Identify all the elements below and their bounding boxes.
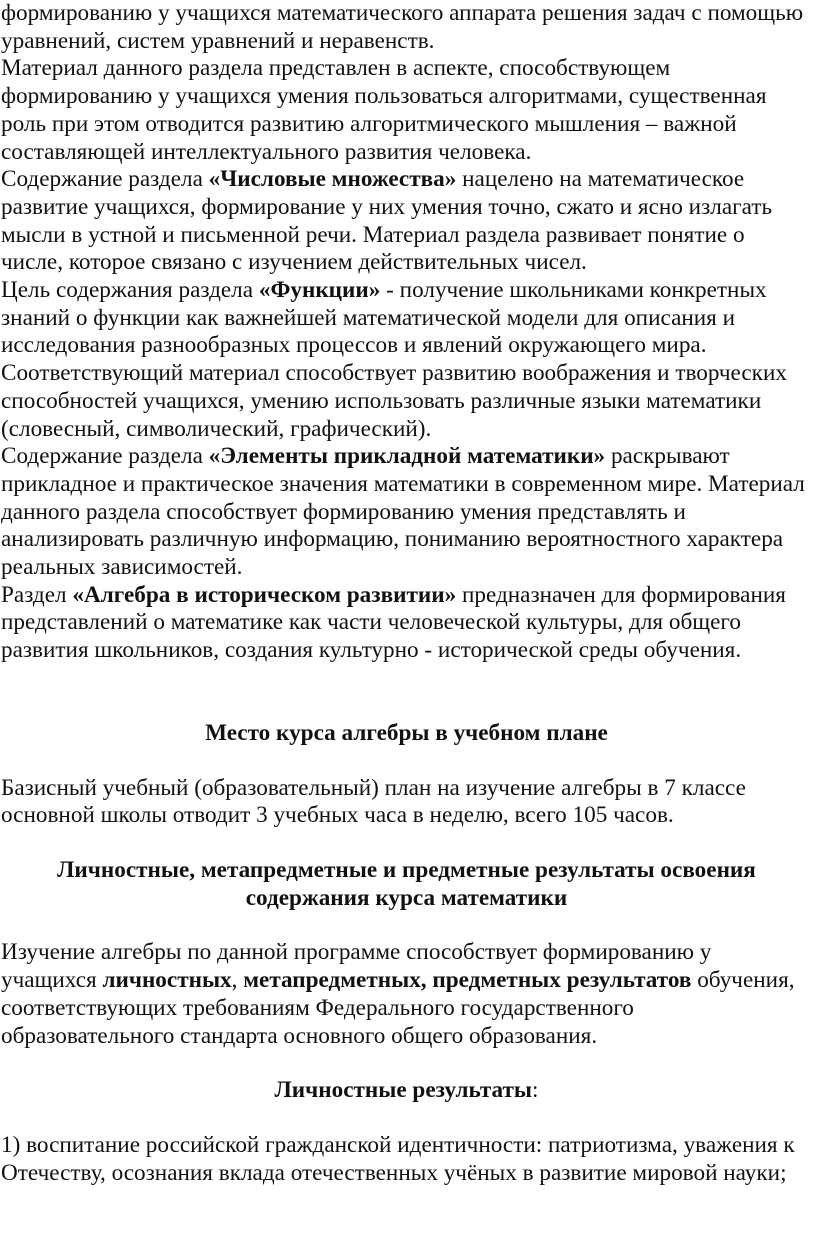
list-item-personal-1: 1) воспитание российской гражданской идентичности: патриотизма, уважения к Отечеству, осознания вклада отечественных учёных в развитие мировой науки; [1, 1131, 795, 1186]
paragraph-text: , [231, 967, 244, 994]
paragraph-history [1, 582, 812, 665]
paragraph-text: раскрывают прикладное и практическое значения математики в современном мире. Материал данного раздела способствует формированию умения представлять и анализировать различную информацию, пониманию вероятностного характера реальных зависимостей. [1, 443, 805, 581]
heading-colon: : [532, 1077, 539, 1104]
paragraph-text: предназначен для формирования представлений о математике как части человеческой культуры, для общего развития школьников, создания культурно - исторической среды обучения. [1, 581, 786, 664]
paragraph-text: Изучение алгебры по данной программе способствует формированию у учащихся [1, 939, 712, 994]
heading-course-place: Место курса алгебры в учебном плане [205, 719, 608, 746]
paragraph-equations: формированию у учащихся математического аппарата решения задач с помощью уравнений, систем уравнений и неравенств. [1, 0, 804, 54]
paragraph-text: Содержание раздела [1, 166, 209, 193]
paragraph-functions [1, 277, 812, 443]
paragraph-text: Цель содержания раздела [1, 277, 259, 304]
section-name-bold: «Алгебра в историческом развитии» [72, 581, 457, 608]
heading-personal-results-text: Личностные результаты [274, 1077, 533, 1104]
paragraph-results-intro [1, 939, 812, 1050]
heading-learning-results: Личностные, метапредметные и предметные результаты освоения содержания курса математики [57, 856, 756, 911]
paragraph-number-sets [1, 166, 812, 277]
paragraph-text: нацелено на математическое развитие учащихся, формирование у них умения точно, сжато и ясно излагать мысли в устной и письменной речи. Материал раздела развивает понятие о числе, которое связано с изучением действительных чисел. [1, 166, 773, 276]
paragraph-text: Содержание раздела [1, 443, 209, 470]
paragraph-algorithms: Материал данного раздела представлен в аспекте, способствующем формированию у учащихся умения пользоваться алгоритмами, существенная роль при этом отводится развитию алгоритмического мышления – важной составляющей интеллектуального развития человека. [1, 55, 767, 165]
paragraph-text: - получение школьниками конкретных знаний о функции как важнейшей математической модели для описания и исследования разнообразных процессов и явлений окружающего мира. Соответствующий материал способствует развитию воображения и творческих способностей учащихся, умению использовать различные языки математики (словесный, символический, графический). [1, 277, 787, 442]
section-name-bold: «Числовые множества» [208, 166, 457, 193]
bold-term-metasubject: метапредметных, предметных результатов [243, 967, 692, 994]
heading-personal-results [1, 1077, 812, 1105]
paragraph-text: обучения, соответствующих требованиям Федерального государственного образовательного стандарта основного общего образования. [1, 967, 795, 1049]
paragraph-applied-math [1, 443, 812, 582]
section-name-bold: «Функции» [258, 277, 381, 304]
section-name-bold: «Элементы прикладной математики» [208, 443, 606, 470]
paragraph-course-hours: Базисный учебный (образовательный) план на изучение алгебры в 7 классе основной школы отводит 3 учебных часа в неделю, всего 105 часов. [1, 774, 746, 829]
paragraph-text: Раздел [1, 581, 73, 608]
bold-term-personal: личностных [102, 967, 232, 994]
